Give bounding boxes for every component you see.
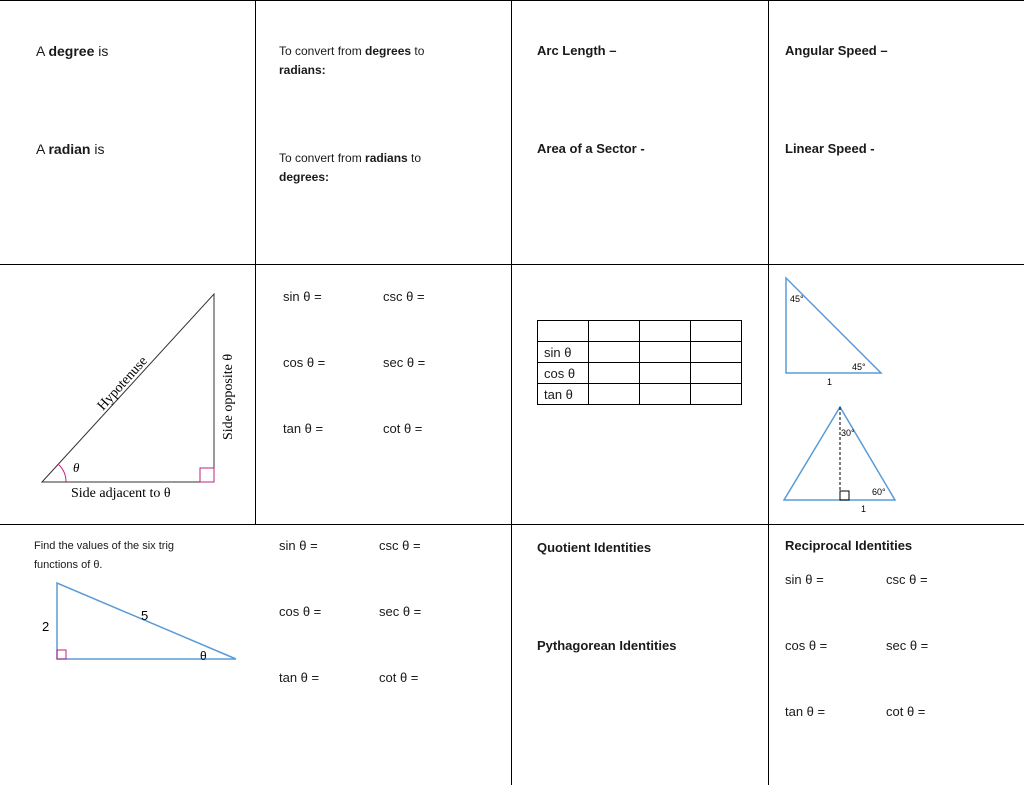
angle-45-right: 45° — [852, 362, 866, 372]
pythagorean-identities-heading: Pythagorean Identities — [537, 638, 677, 653]
theta-label: θ — [73, 460, 80, 475]
grid-col-divider-3 — [768, 0, 769, 785]
grid-col-divider-2 — [511, 0, 512, 785]
sin-label-r2: sin θ = — [283, 289, 322, 304]
side-30-60-label: 1 — [861, 504, 867, 514]
csc-label-r3: csc θ = — [379, 538, 421, 553]
sec-label-recip: sec θ = — [886, 638, 929, 653]
opposite-label: Side opposite θ — [221, 353, 236, 440]
table-cell-label: cos θ — [538, 363, 589, 384]
cos-label-recip: cos θ = — [785, 638, 828, 653]
grid-row-divider-2 — [0, 524, 1024, 525]
cot-label-r2: cot θ = — [383, 421, 423, 436]
special-angle-table — [537, 320, 742, 405]
angle-30-label: 30° — [841, 428, 855, 438]
table-header-row — [538, 321, 742, 342]
area-sector-heading: Area of a Sector - — [537, 141, 645, 156]
cot-label-recip: cot θ = — [886, 704, 926, 719]
hypotenuse-5-label: 5 — [141, 608, 149, 623]
angle-45-top: 45° — [790, 294, 804, 304]
rad-to-deg-instruction: To convert from radians to degrees: — [279, 151, 422, 184]
example-triangle-diagram — [0, 570, 250, 690]
arc-length-heading: Arc Length – — [537, 43, 617, 58]
table-cell-label: sin θ — [538, 342, 589, 363]
csc-label-r2: csc θ = — [383, 289, 425, 304]
special-triangles-diagram — [770, 264, 1020, 514]
grid-top-border — [0, 0, 1024, 1]
sin-label-r3: sin θ = — [279, 538, 318, 553]
tan-label-recip: tan θ = — [785, 704, 826, 719]
tan-label-r3: tan θ = — [279, 670, 320, 685]
cot-label-r3: cot θ = — [379, 670, 419, 685]
cos-label-r3: cos θ = — [279, 604, 322, 619]
csc-label-recip: csc θ = — [886, 572, 928, 587]
adjacent-label: Side adjacent to θ — [71, 486, 171, 501]
cos-label-r2: cos θ = — [283, 355, 326, 370]
find-values-instruction: Find the values of the six trig functions of θ. — [34, 540, 175, 571]
degree-definition: A degree is — [36, 43, 109, 59]
tan-label-r2: tan θ = — [283, 421, 324, 436]
theta-example-label: θ — [200, 649, 207, 663]
radian-definition: A radian is — [36, 141, 105, 157]
right-triangle-diagram — [0, 264, 250, 514]
table-row — [538, 384, 742, 405]
sec-label-r3: sec θ = — [379, 604, 422, 619]
side-2-label: 2 — [42, 619, 50, 634]
grid-col-divider-1 — [255, 0, 256, 524]
angular-speed-heading: Angular Speed – — [785, 43, 888, 58]
quotient-identities-heading: Quotient Identities — [537, 540, 652, 555]
linear-speed-heading: Linear Speed - — [785, 141, 875, 156]
table-row — [538, 363, 742, 384]
deg-to-rad-instruction: To convert from degrees to radians: — [279, 44, 425, 77]
table-cell-label: tan θ — [538, 384, 589, 405]
sec-label-r2: sec θ = — [383, 355, 426, 370]
reciprocal-identities-heading: Reciprocal Identities — [785, 538, 913, 553]
angle-60-label: 60° — [872, 487, 886, 497]
hypotenuse-label: Hypotenuse — [94, 353, 151, 414]
table-row — [538, 342, 742, 363]
side-45-label: 1 — [827, 377, 833, 387]
sin-label-recip: sin θ = — [785, 572, 824, 587]
